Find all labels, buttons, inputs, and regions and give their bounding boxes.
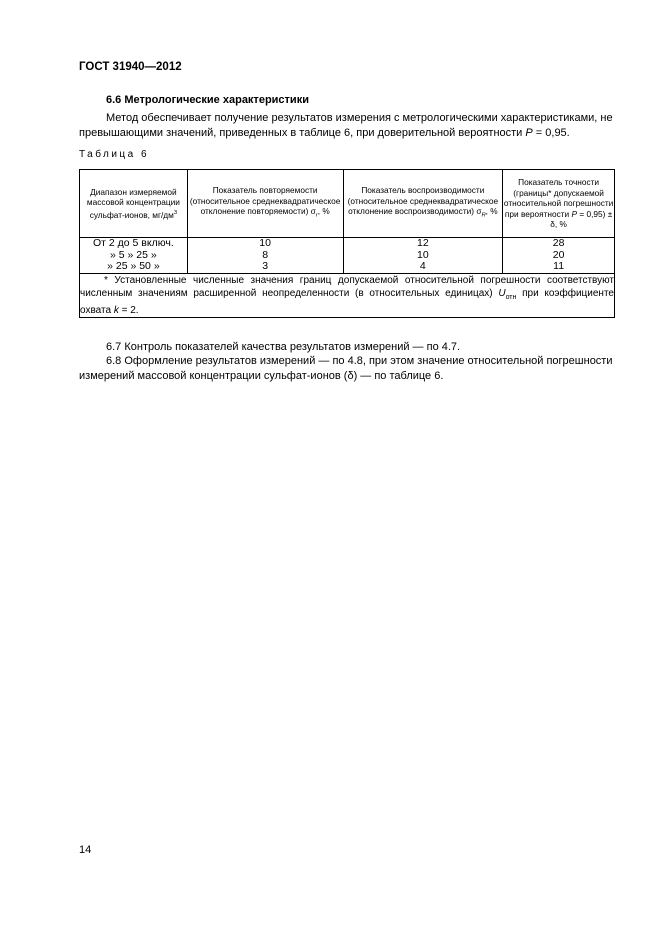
intro-text-end: = 0,95. bbox=[532, 127, 570, 139]
paragraph-6-7: 6.7 Контроль показателей качества результатов измерений — по 4.7. bbox=[106, 341, 461, 353]
header-range: Диапазон измеряемой массовой концентрации сульфат-ионов, $мг/дм^3$ bbox=[80, 170, 188, 238]
document-header: ГОСТ 31940—2012 bbox=[79, 61, 182, 73]
section-title: 6.6 Метрологические характеристики bbox=[106, 94, 309, 106]
intro-text: Метод обеспечивает получение результатов измерения с метрологическими характеристиками, не превышающими значений, приведенных в таблице 6, при доверительной вероятности bbox=[79, 112, 613, 139]
header-accuracy: Показатель точности (границы* допускаемой относительной погрешности при вероятности P = 0,95) ± δ, % bbox=[503, 170, 615, 238]
header-reproducibility: Показатель воспроизводимости (относительное среднеквадратическое отклонение воспроизводимости) $\sigma_R$, % bbox=[343, 170, 503, 238]
table-header-row bbox=[80, 170, 615, 238]
probability-symbol: P bbox=[525, 127, 533, 139]
table-row bbox=[80, 238, 615, 274]
intro-paragraph bbox=[79, 111, 615, 141]
range-cell: От 2 до 5 включ. » 5 » 25 » » 25 » 50 » bbox=[80, 238, 188, 274]
header-repeatability: Показатель повторяемости (относительное среднеквадратическое отклонение повторяемости) $\sigma_r$, % bbox=[187, 170, 343, 238]
table-caption: Таблица 6 bbox=[79, 149, 150, 160]
table-note-row bbox=[80, 273, 615, 317]
paragraph-6-8: 6.8 Оформление результатов измерений — по 4.8, при этом значение относительной погрешности измерений массовой концентрации сульфат-ионов (δ) — по таблице 6. bbox=[79, 355, 613, 382]
repeatability-cell: 10 8 3 bbox=[187, 238, 343, 274]
metrology-table bbox=[79, 169, 615, 318]
table-footnote: * Установленные численные значения границ допускаемой относительной погрешности соответствуют численным значениям расширенной неопределенности (в относительных единицах) $U_{отн}$ при коэффициенте охвата k = 2. bbox=[80, 274, 614, 316]
page-number: 14 bbox=[79, 844, 92, 856]
reproducibility-cell: 12 10 4 bbox=[343, 238, 503, 274]
accuracy-cell: 28 20 11 bbox=[503, 238, 615, 274]
